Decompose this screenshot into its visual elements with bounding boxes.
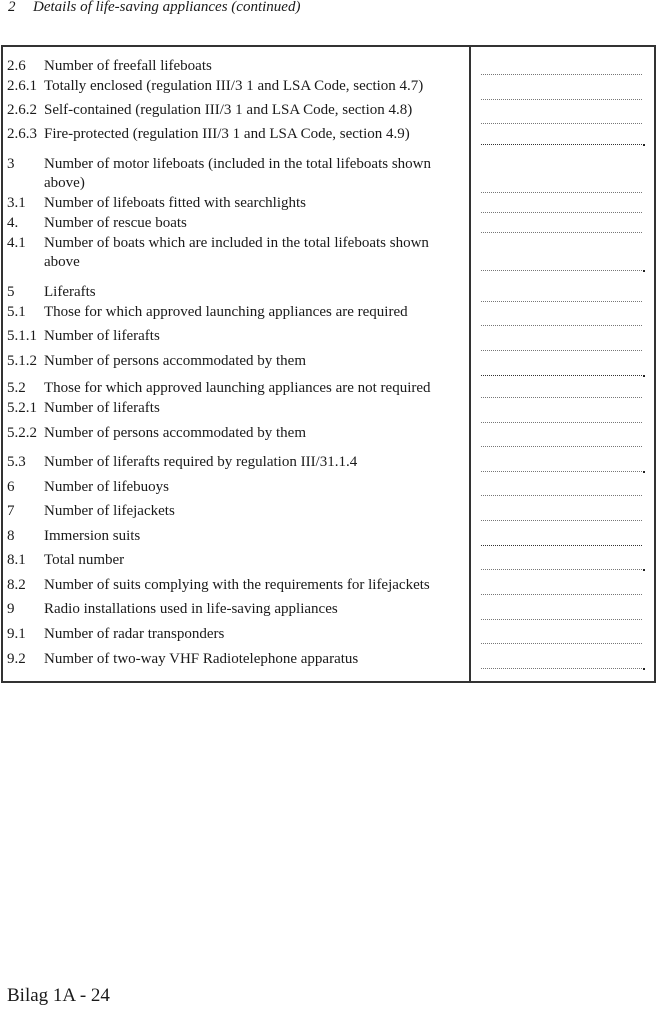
fill-in-line[interactable] [481,270,642,271]
form-item-4 [7,214,187,233]
item-text: Number of liferafts required by regulation III/31.1.4 [44,454,358,470]
section-heading [8,0,300,16]
item-text: Fire-protected (regulation III/3 1 and LSA Code, section 4.9) [44,126,410,142]
fill-in-line[interactable] [481,495,642,496]
fill-in-line[interactable] [481,446,642,447]
form-item-9 [7,600,338,619]
fill-in-line[interactable] [481,520,642,521]
fill-in-line[interactable] [481,569,642,570]
item-text: Those for which approved launching appliances are not required [44,380,431,396]
form-item-9-1 [7,625,224,644]
form-item-2-6-2 [7,101,412,120]
item-text: Number of liferafts [44,328,160,344]
item-number: 5.2 [7,380,26,396]
form-item-3 [7,155,431,193]
form-item-2-6-1 [7,77,423,96]
item-text: Liferafts [44,284,96,300]
item-text: Number of lifeboats fitted with searchlights [44,195,307,211]
item-text: Number of motor lifeboats (included in the total lifeboats shown [44,156,431,172]
item-text: Number of persons accommodated by them [44,353,307,369]
fill-in-line[interactable] [481,375,642,376]
item-text: Immersion suits [44,528,141,544]
fill-in-line[interactable] [481,594,642,595]
form-item-3-1 [7,194,306,213]
form-item-5-1-1 [7,327,160,346]
form-item-5-1-2 [7,352,306,371]
item-number: 5.2.1 [7,400,37,416]
section-number: 2 [8,0,16,15]
item-number: 4. [7,215,19,231]
fill-in-line[interactable] [481,212,642,213]
item-number: 8.2 [7,577,26,593]
item-text: Totally enclosed (regulation III/3 1 and LSA Code, section 4.7) [44,78,424,94]
fill-in-line[interactable] [481,545,642,546]
item-number: 2.6.3 [7,126,37,142]
fill-in-line[interactable] [481,74,642,75]
form-item-4-1 [7,234,429,272]
item-number: 2.6 [7,58,26,74]
fill-in-line[interactable] [481,192,642,193]
item-text: Number of two-way VHF Radiotelephone apparatus [44,651,359,667]
item-number: 9 [7,601,15,617]
item-number: 2.6.1 [7,78,37,94]
item-number: 4.1 [7,235,26,251]
form-item-5-2-1 [7,399,160,418]
item-text-continued: above [44,254,80,270]
form-item-9-2 [7,650,358,669]
fill-in-line[interactable] [481,350,642,351]
item-number: 2.6.2 [7,102,37,118]
section-title: Details of life-saving appliances (continued) [33,0,301,15]
column-divider [469,45,471,683]
item-text: Number of radar transponders [44,626,225,642]
item-number: 3 [7,156,15,172]
form-item-2-6-3 [7,125,410,144]
item-text: Number of liferafts [44,400,160,416]
item-number: 5.3 [7,454,26,470]
fill-in-line[interactable] [481,471,642,472]
fill-in-line[interactable] [481,397,642,398]
item-number: 8 [7,528,15,544]
fill-in-line[interactable] [481,232,642,233]
form-item-2-6 [7,57,212,76]
item-text: Number of boats which are included in the total lifeboats shown [44,235,429,251]
item-text: Number of freefall lifeboats [44,58,212,74]
item-text-continued: above) [44,175,85,191]
item-number: 5.2.2 [7,425,37,441]
form-item-5-3 [7,453,357,472]
form-item-5 [7,283,96,302]
item-text: Radio installations used in life-saving appliances [44,601,338,617]
fill-in-line[interactable] [481,301,642,302]
fill-in-line[interactable] [481,643,642,644]
item-text: Number of lifejackets [44,503,175,519]
item-text: Self-contained (regulation III/3 1 and LSA Code, section 4.8) [44,102,413,118]
item-number: 5.1.2 [7,353,37,369]
fill-in-line[interactable] [481,422,642,423]
item-number: 6 [7,479,15,495]
item-text: Number of suits complying with the requirements for lifejackets [44,577,430,593]
item-text: Number of persons accommodated by them [44,425,307,441]
item-number: 5.1 [7,304,26,320]
item-number: 8.1 [7,552,26,568]
item-number: 5.1.1 [7,328,37,344]
page-footer: Bilag 1A - 24 [7,985,110,1006]
fill-in-line[interactable] [481,325,642,326]
item-text: Total number [44,552,125,568]
fill-in-line[interactable] [481,668,642,669]
item-text: Number of lifebuoys [44,479,169,495]
item-number: 9.1 [7,626,26,642]
fill-in-line[interactable] [481,619,642,620]
item-number: 5 [7,284,15,300]
form-item-7 [7,502,175,521]
fill-in-line[interactable] [481,144,642,145]
form-item-8-1 [7,551,124,570]
form-item-5-1 [7,303,408,322]
item-text: Number of rescue boats [44,215,187,231]
item-text: Those for which approved launching appliances are required [44,304,408,320]
form-item-5-2-2 [7,424,306,443]
form-item-8-2 [7,576,430,595]
form-item-5-2 [7,379,431,398]
fill-in-line[interactable] [481,99,642,100]
form-item-8 [7,527,140,546]
item-number: 3.1 [7,195,26,211]
item-number: 7 [7,503,15,519]
form-item-6 [7,478,169,497]
item-number: 9.2 [7,651,26,667]
fill-in-line[interactable] [481,123,642,124]
